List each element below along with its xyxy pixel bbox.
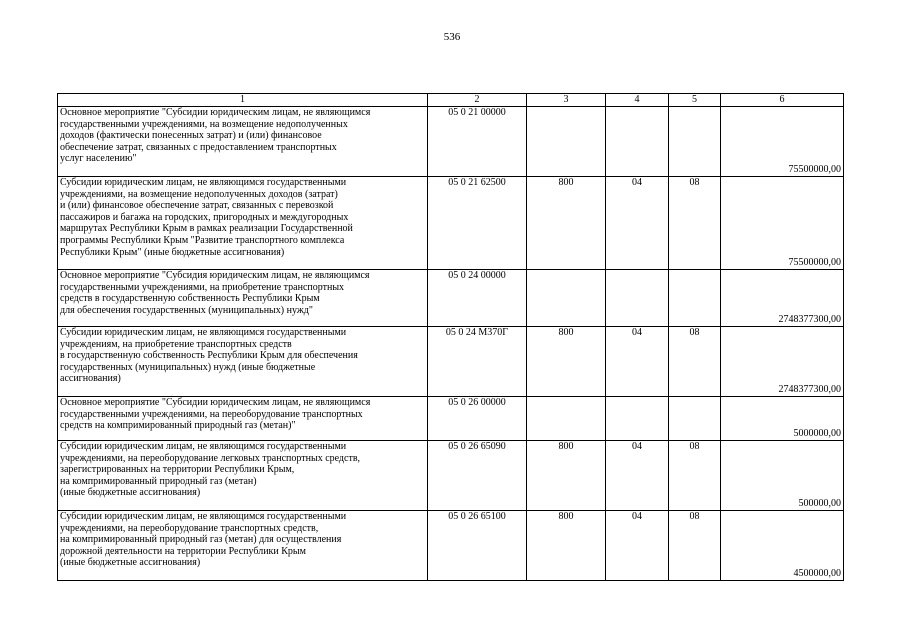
row-section: 04 [606,511,669,581]
row-subsection [669,107,721,177]
row-name: Основное мероприятие "Субсидии юридическим лицам, не являющимся государственными учреждениями, на переоборудование транспортных средств на компримированный природный газ (метан)" [58,397,428,441]
row-target-code: 05 0 26 65100 [428,511,527,581]
row-name: Субсидии юридическим лицам, не являющимся государственными учреждениями, на возмещение недополученных доходов (затрат) и (или) финансовое обеспечение затрат, связанных с перевозкой пассажиров и багажа на городских, пригородных и междугородных маршрутах Республики Крым в рамках реализации Государственной программы Республики Крым "Развитие транспортного комплекса Республики Крым" (иные бюджетные ассигнования) [58,177,428,270]
column-header: 1 [58,94,428,107]
row-subsection: 08 [669,177,721,270]
row-expense-type [527,270,606,327]
table-row [58,107,844,177]
row-target-code: 05 0 21 62500 [428,177,527,270]
row-sum: 75500000,00 [721,107,844,177]
row-subsection: 08 [669,441,721,511]
row-expense-type: 800 [527,511,606,581]
column-header: 6 [721,94,844,107]
row-sum: 4500000,00 [721,511,844,581]
column-header: 3 [527,94,606,107]
row-name: Основное мероприятие "Субсидии юридическим лицам, не являющимся государственными учреждениями, на возмещение недополученных доходов (фактически понесенных затрат) и (или) финансовое обеспечение затрат, связанных с предоставлением транспортных услуг населению" [58,107,428,177]
row-section [606,397,669,441]
column-header: 2 [428,94,527,107]
row-sum: 2748377300,00 [721,327,844,397]
row-sum: 75500000,00 [721,177,844,270]
row-target-code: 05 0 26 00000 [428,397,527,441]
row-expense-type [527,397,606,441]
row-name: Субсидии юридическим лицам, не являющимся государственными учреждениями, на переоборудование легковых транспортных средств, зарегистрированных на территории Республики Крым, на компримированный природный газ (метан) (иные бюджетные ассигнования) [58,441,428,511]
row-name: Субсидии юридическим лицам, не являющимся государственными учреждениям, на приобретение транспортных средств в государственную собственность Республики Крым для обеспечения государственных (муниципальных) нужд (иные бюджетные ассигнования) [58,327,428,397]
row-target-code: 05 0 24 М370Г [428,327,527,397]
table-row [58,270,844,327]
budget-table [57,93,844,581]
row-sum: 2748377300,00 [721,270,844,327]
table-row [58,397,844,441]
table-row [58,441,844,511]
column-header: 5 [669,94,721,107]
table-header-row [58,94,844,107]
row-section [606,270,669,327]
table-row [58,327,844,397]
row-name: Основное мероприятие "Субсидия юридическим лицам, не являющимся государственными учреждениями, на приобретение транспортных средств в государственную собственность Республики Крым для обеспечения государственных (муниципальных) нужд" [58,270,428,327]
row-expense-type: 800 [527,327,606,397]
row-target-code: 05 0 24 00000 [428,270,527,327]
table-row [58,177,844,270]
row-name: Субсидии юридическим лицам, не являющимся государственными учреждениями, на переоборудование транспортных средств, на компримированный природный газ (метан) для осуществления дорожной деятельности на территории Республики Крым (иные бюджетные ассигнования) [58,511,428,581]
row-section: 04 [606,441,669,511]
page-number: 536 [443,31,461,43]
row-sum: 500000,00 [721,441,844,511]
row-expense-type: 800 [527,177,606,270]
row-subsection: 08 [669,327,721,397]
row-sum: 5000000,00 [721,397,844,441]
row-expense-type [527,107,606,177]
row-subsection [669,397,721,441]
column-header: 4 [606,94,669,107]
row-target-code: 05 0 26 65090 [428,441,527,511]
row-subsection [669,270,721,327]
table-row [58,511,844,581]
row-section: 04 [606,177,669,270]
row-target-code: 05 0 21 00000 [428,107,527,177]
row-section: 04 [606,327,669,397]
row-expense-type: 800 [527,441,606,511]
row-subsection: 08 [669,511,721,581]
row-section [606,107,669,177]
